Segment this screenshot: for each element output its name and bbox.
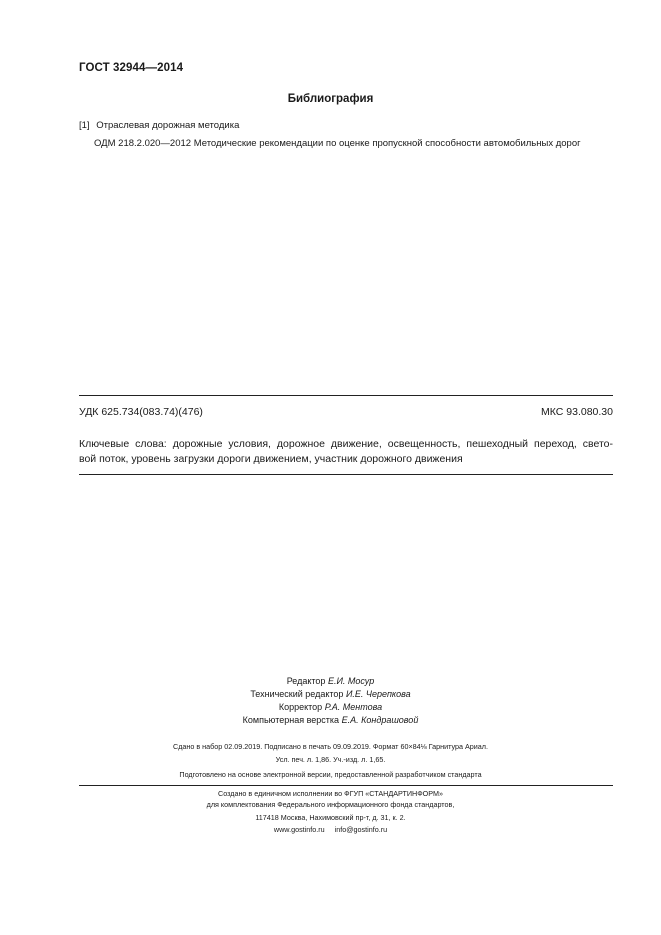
- credit-name: Е.И. Мосур: [327, 676, 375, 686]
- divider-keywords: [79, 474, 613, 475]
- credit-name: Е.А. Кондрашовой: [341, 715, 419, 725]
- credit-role: Технический редактор: [250, 689, 344, 699]
- street-address: 117418 Москва, Нахимовский пр-т, д. 31, к. 2.: [255, 813, 406, 822]
- credit-row: [0, 714, 661, 727]
- bibliography-item-number: [1]: [79, 120, 90, 131]
- credits-block: [0, 675, 661, 727]
- keywords-line-2: вой поток, уровень загрузки дороги движением, участник дорожного движения: [79, 453, 463, 465]
- keywords-line-1: Ключевые слова: дорожные условия, дорожное движение, освещенность, пешеходный переход, свето-: [79, 438, 613, 450]
- print-info-line-2: Усл. печ. л. 1,86. Уч.-изд. л. 1,65.: [275, 755, 386, 764]
- bibliography-item-description: ОДМ 218.2.020—2012 Методические рекомендации по оценке пропускной способности автомобильных дорог: [94, 138, 581, 149]
- mks-code: МКС 93.080.30: [541, 406, 613, 418]
- print-info: [0, 740, 661, 766]
- divider-bottom: [79, 785, 613, 786]
- divider-top: [79, 395, 613, 396]
- udk-code: УДК 625.734(083.74)(476): [79, 406, 203, 418]
- standard-code: ГОСТ 32944—2014: [79, 62, 184, 74]
- contact-row: [0, 824, 661, 836]
- print-info-line-1: Сдано в набор 02.09.2019. Подписано в печать 09.09.2019. Формат 60×84⅛ Гарнитура Ариал.: [173, 742, 488, 751]
- website-link[interactable]: www.gostinfo.ru: [273, 825, 325, 834]
- credit-row: [0, 688, 661, 701]
- credit-role: Корректор: [278, 702, 323, 712]
- credit-name: И.Е. Черепкова: [345, 689, 411, 699]
- bibliography-item-label: Отраслевая дорожная методика: [96, 120, 240, 131]
- publisher-line-1: Создано в единичном исполнении во ФГУП «СТАНДАРТИНФОРМ»: [218, 789, 443, 798]
- bibliography-item: [79, 120, 239, 131]
- email-link[interactable]: info@gostinfo.ru: [334, 825, 388, 834]
- bibliography-title: Библиография: [287, 93, 374, 105]
- credit-role: Компьютерная верстка: [242, 715, 340, 725]
- credit-role: Редактор: [286, 676, 326, 686]
- address-block: [0, 812, 661, 836]
- credit-row: [0, 675, 661, 688]
- credit-name: Р.А. Ментова: [324, 702, 383, 712]
- keywords: [79, 437, 613, 467]
- publisher-line-2: для комплектования Федерального информационного фонда стандартов,: [206, 800, 455, 809]
- credit-row: [0, 701, 661, 714]
- prepared-note: Подготовлено на основе электронной версии, предоставленной разработчиком стандарта: [179, 770, 482, 779]
- publisher-info: [0, 788, 661, 810]
